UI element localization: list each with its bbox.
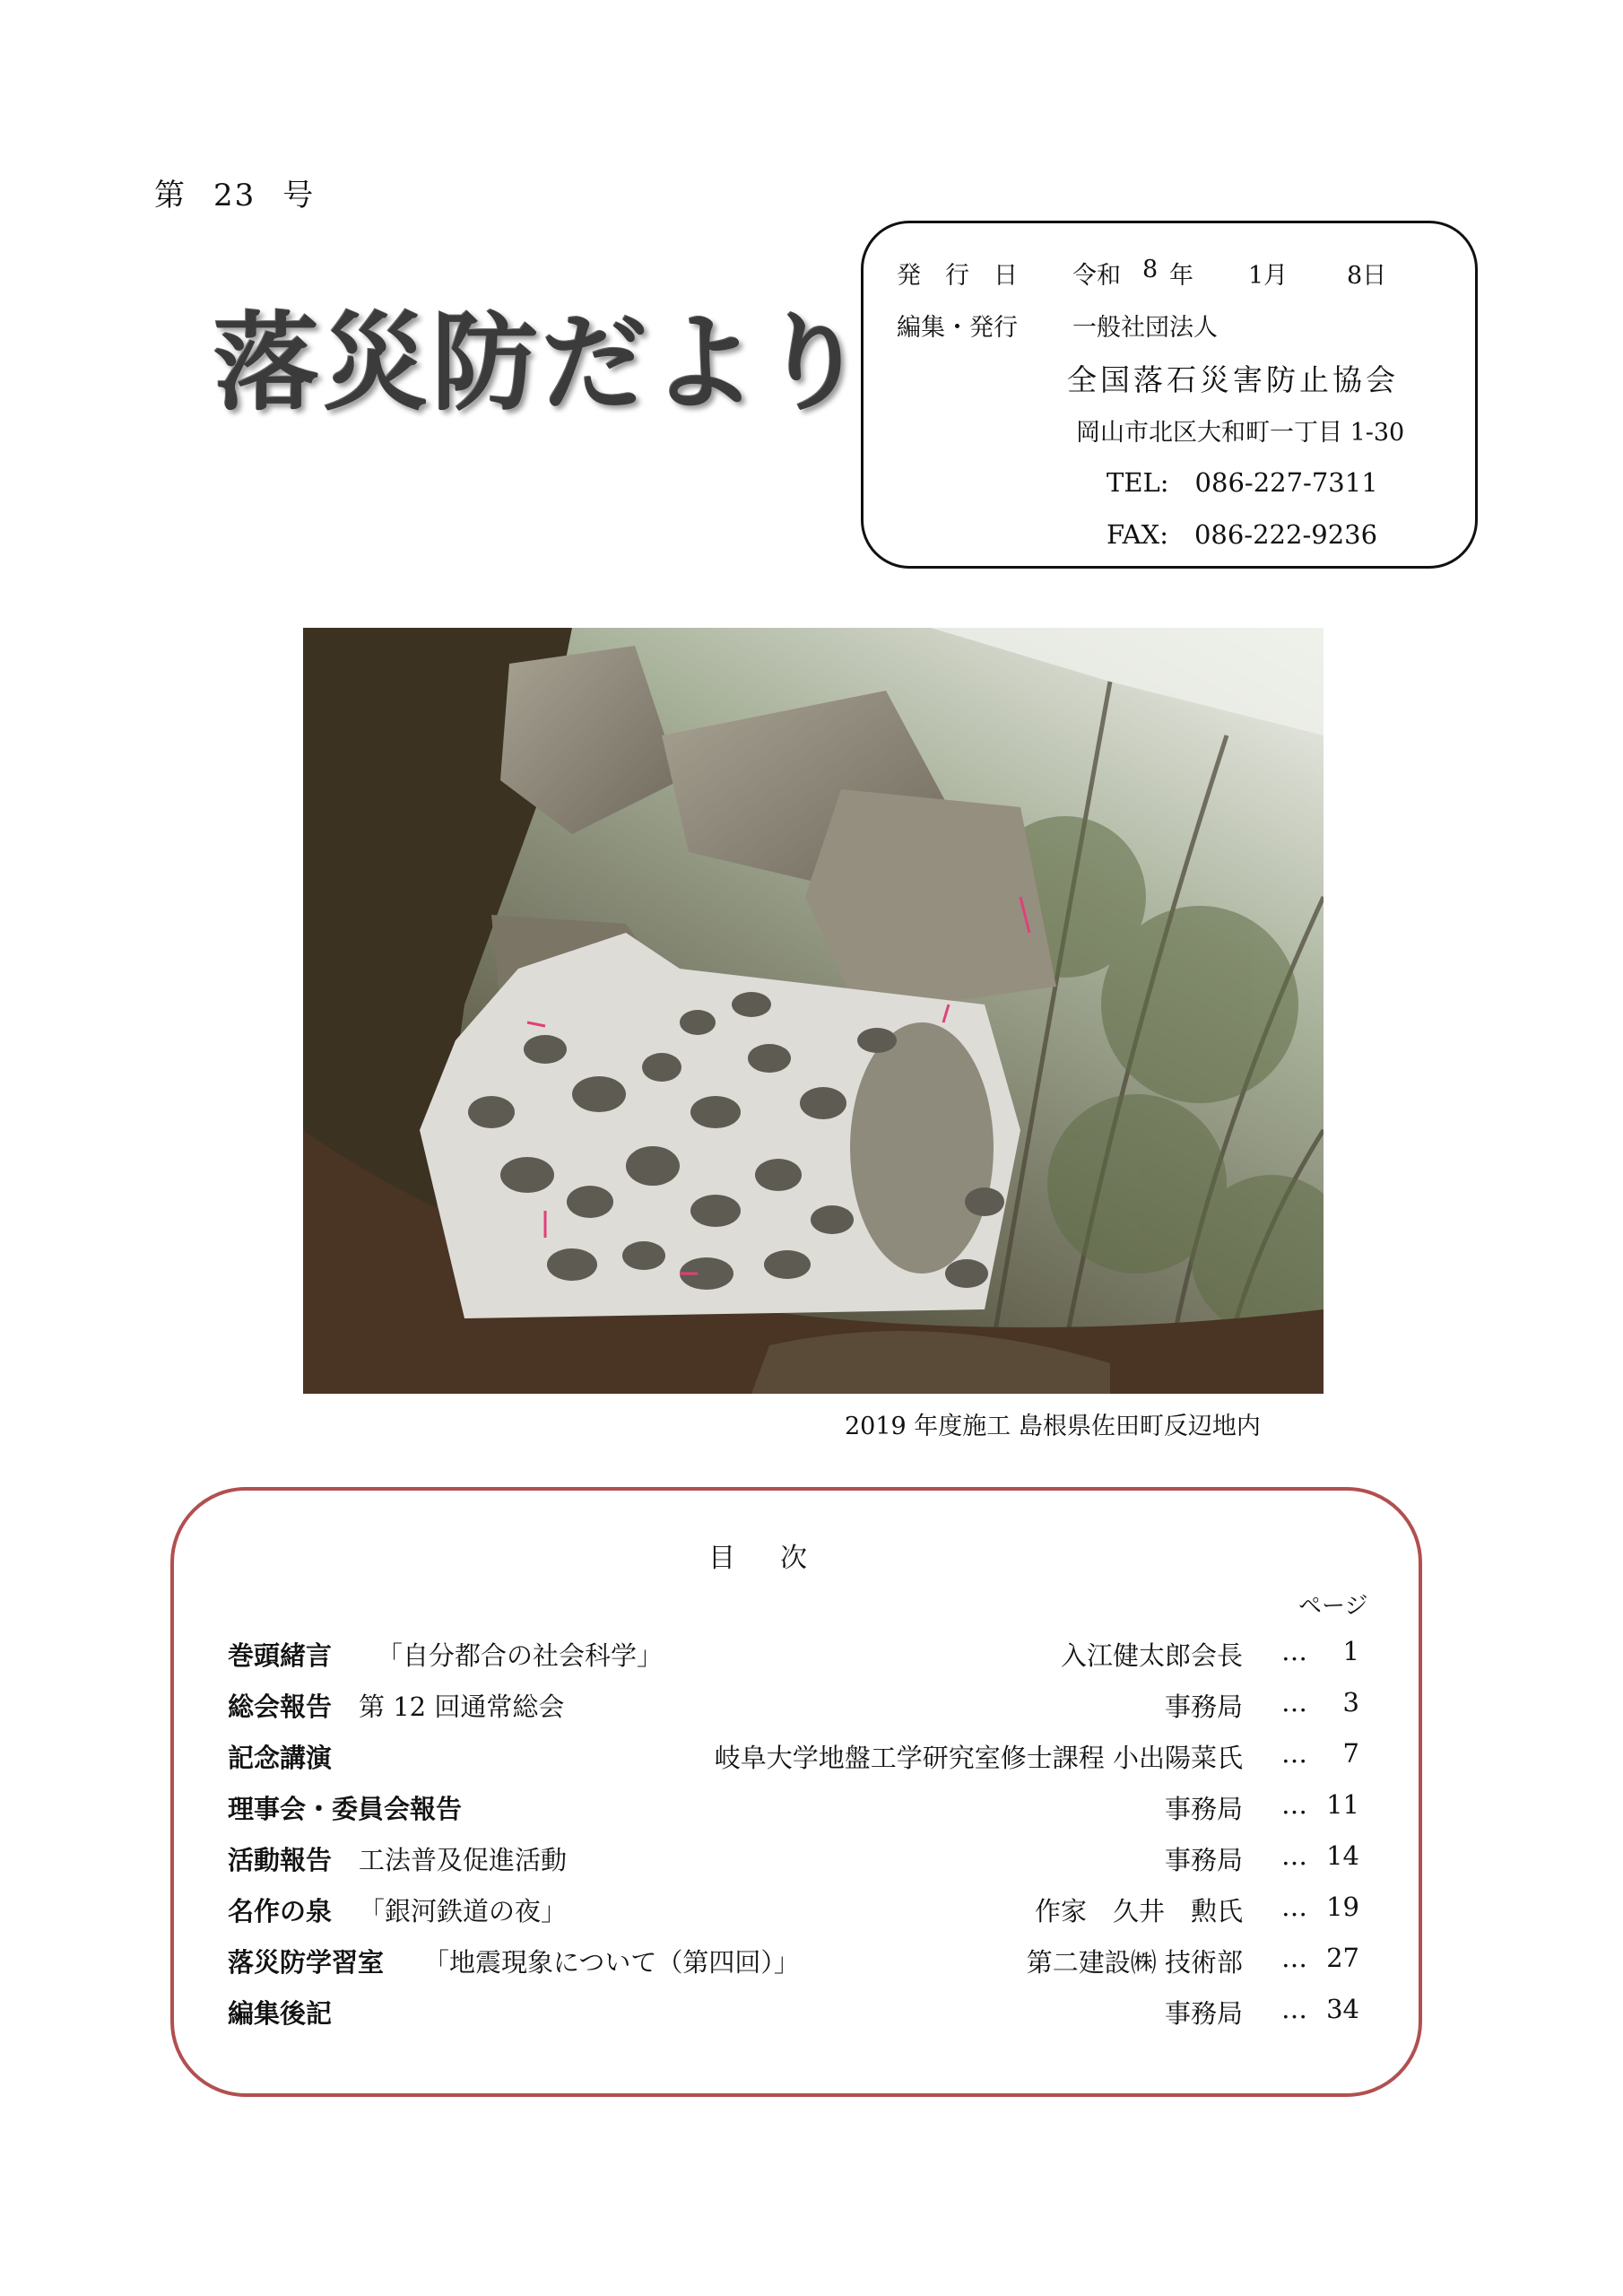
toc-author: 入江健太郎会長 <box>1060 1640 1243 1671</box>
toc-leader: … <box>1281 1687 1307 1718</box>
toc-page-number: 1 <box>1342 1636 1359 1666</box>
toc-row <box>228 1738 1359 1783</box>
toc-leader: … <box>1281 1738 1307 1769</box>
toc-category: 活動報告 <box>228 1845 333 1875</box>
toc-page-number: 3 <box>1342 1687 1359 1718</box>
date-era: 令和 <box>1072 262 1121 290</box>
toc-page-number: 11 <box>1326 1789 1359 1820</box>
toc-row <box>228 1943 1359 1987</box>
toc-leader: … <box>1281 1789 1307 1820</box>
toc-row <box>228 1840 1359 1885</box>
toc-author: 事務局 <box>1164 1794 1243 1824</box>
date-year: 8 <box>1142 256 1159 283</box>
date-day: 8日 <box>1347 262 1387 290</box>
toc-subject: 「自分都合の社会科学」 <box>377 1640 664 1671</box>
toc-row <box>228 1636 1359 1681</box>
toc-page-number: 7 <box>1342 1738 1359 1769</box>
fax: FAX: 086-222-9236 <box>1107 519 1378 550</box>
issue-number-value: 23 <box>213 178 256 213</box>
toc-author: 事務局 <box>1164 1998 1243 2029</box>
toc-author: 作家 久井 勲氏 <box>1034 1896 1243 1926</box>
address: 岡山市北区大和町一丁目 1-30 <box>1076 419 1405 447</box>
toc-subject: 工法普及促進活動 <box>359 1845 568 1875</box>
date-label: 発 行 日 <box>897 262 1018 290</box>
tel: TEL: 086-227-7311 <box>1107 467 1378 498</box>
toc-page-number: 14 <box>1326 1840 1359 1871</box>
toc-category: 総会報告 <box>228 1692 333 1722</box>
cover-photo <box>303 628 1324 1394</box>
toc-category: 巻頭緒言 <box>228 1640 333 1671</box>
toc-page-number: 27 <box>1326 1943 1359 1973</box>
toc-page-number: 19 <box>1326 1892 1359 1922</box>
date-month: 1月 <box>1248 262 1289 290</box>
editor-label: 編集・発行 <box>897 314 1018 342</box>
toc-author: 第二建設㈱ 技術部 <box>1026 1947 1243 1978</box>
toc-leader: … <box>1281 1636 1307 1666</box>
toc-subject: 「銀河鉄道の夜」 <box>359 1896 568 1926</box>
toc-leader: … <box>1281 1943 1307 1973</box>
issue-label-post: 号 <box>282 178 316 213</box>
rockfall-protection-photo-illustration <box>303 628 1324 1394</box>
toc-category: 落災防学習室 <box>228 1947 385 1978</box>
toc-leader: … <box>1281 1840 1307 1871</box>
toc-leader: … <box>1281 1892 1307 1922</box>
toc-category: 名作の泉 <box>228 1896 333 1926</box>
newsletter-title: 落災防だより <box>213 278 870 430</box>
toc-row <box>228 1687 1359 1732</box>
toc-category: 理事会・委員会報告 <box>228 1794 463 1824</box>
toc-author: 事務局 <box>1164 1692 1243 1722</box>
toc-author: 岐阜大学地盤工学研究室修士課程 小出陽菜氏 <box>714 1743 1243 1773</box>
toc-author: 事務局 <box>1164 1845 1243 1875</box>
org-type: 一般社団法人 <box>1072 314 1218 342</box>
toc-page-number: 34 <box>1326 1994 1359 2024</box>
toc-subject: 第 12 回通常総会 <box>359 1692 565 1722</box>
toc-category: 編集後記 <box>228 1998 333 2029</box>
toc-leader: … <box>1281 1994 1307 2024</box>
org-name: 全国落石災害防止協会 <box>1067 362 1399 397</box>
toc-row <box>228 1994 1359 2039</box>
toc-title: 目次 <box>708 1543 852 1574</box>
issue-number <box>154 170 342 214</box>
toc-subject: 「地震現象について（第四回）」 <box>423 1947 800 1978</box>
toc-page-header: ページ <box>1298 1593 1368 1620</box>
toc-row <box>228 1789 1359 1834</box>
date-year-unit: 年 <box>1169 262 1193 290</box>
issue-label-pre: 第 <box>154 178 187 213</box>
toc-row <box>228 1892 1359 1936</box>
toc-category: 記念講演 <box>228 1743 333 1773</box>
photo-caption: 2019 年度施工 島根県佐田町反辺地内 <box>845 1413 1261 1440</box>
